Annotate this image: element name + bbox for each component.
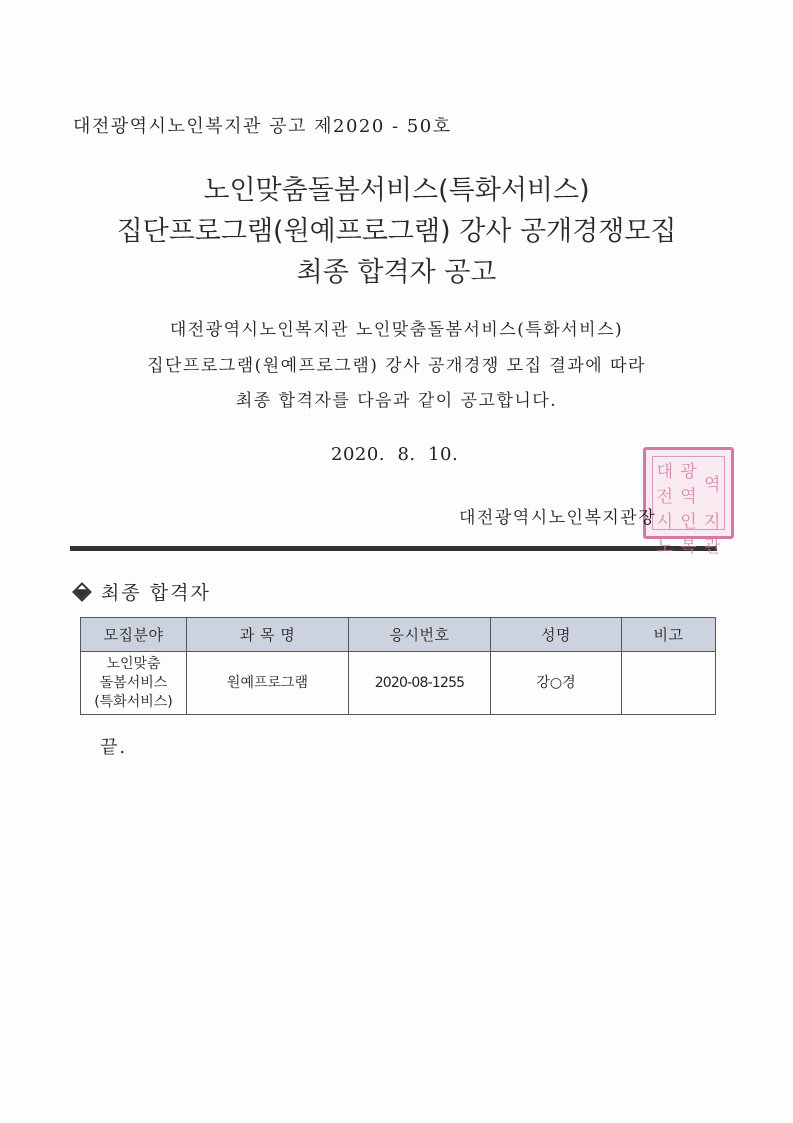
title-line-1: 노인맞춤돌봄서비스(특화서비스) (203, 175, 590, 206)
document-title (0, 170, 793, 293)
cell-application-no: 2020-08-1255 (349, 652, 491, 715)
cell-name: 강○경 (491, 652, 622, 715)
column-header-remarks: 비고 (622, 618, 716, 652)
column-header-subject: 과 목 명 (187, 618, 349, 652)
notice-number: 대전광역시노인복지관 공고 제2020 - 50호 (73, 116, 452, 137)
title-line-2: 집단프로그램(원예프로그램) 강사 공개경쟁모집 (116, 216, 677, 247)
diamond-icon (72, 582, 92, 602)
end-mark: 끝. (100, 737, 128, 758)
table-row (81, 652, 716, 715)
cell-subject: 원예프로그램 (187, 652, 349, 715)
section-divider (70, 546, 717, 551)
seal-char: 광역 (680, 462, 697, 507)
announcement-body (0, 313, 793, 420)
cell-remarks (622, 652, 716, 715)
section-heading (73, 578, 211, 605)
cell-field-line: (특화서비스) (94, 693, 173, 710)
announcement-date: 2020. 8. 10. (331, 444, 459, 465)
body-line-1: 대전광역시노인복지관 노인맞춤돌봄서비스(특화서비스) (169, 320, 624, 340)
seal-char: 지관 (703, 512, 721, 557)
column-header-application-no: 응시번호 (349, 618, 491, 652)
section-heading-label: 최종 합격자 (101, 582, 211, 604)
cell-field-line: 노인맞춤 (106, 655, 161, 672)
column-header-field: 모집분야 (81, 618, 187, 652)
seal-char: 인복 (680, 512, 697, 557)
seal-char: 시노 (656, 512, 674, 557)
official-seal-stamp (643, 447, 734, 557)
seal-char: 역 (703, 474, 721, 495)
seal-char: 대전 (656, 462, 674, 507)
column-header-name: 성명 (491, 618, 622, 652)
seal-characters (652, 456, 725, 557)
title-line-3: 최종 합격자 공고 (296, 257, 497, 288)
cell-field-line: 돌봄서비스 (99, 674, 168, 691)
results-table (80, 617, 716, 715)
issuer-signature: 대전광역시노인복지관장 (459, 508, 657, 528)
cell-field (81, 652, 187, 715)
body-line-3: 최종 합격자를 다음과 같이 공고합니다. (235, 391, 558, 411)
table-header-row (81, 618, 716, 652)
body-line-2: 집단프로그램(원예프로그램) 강사 공개경쟁 모집 결과에 따라 (147, 355, 646, 376)
